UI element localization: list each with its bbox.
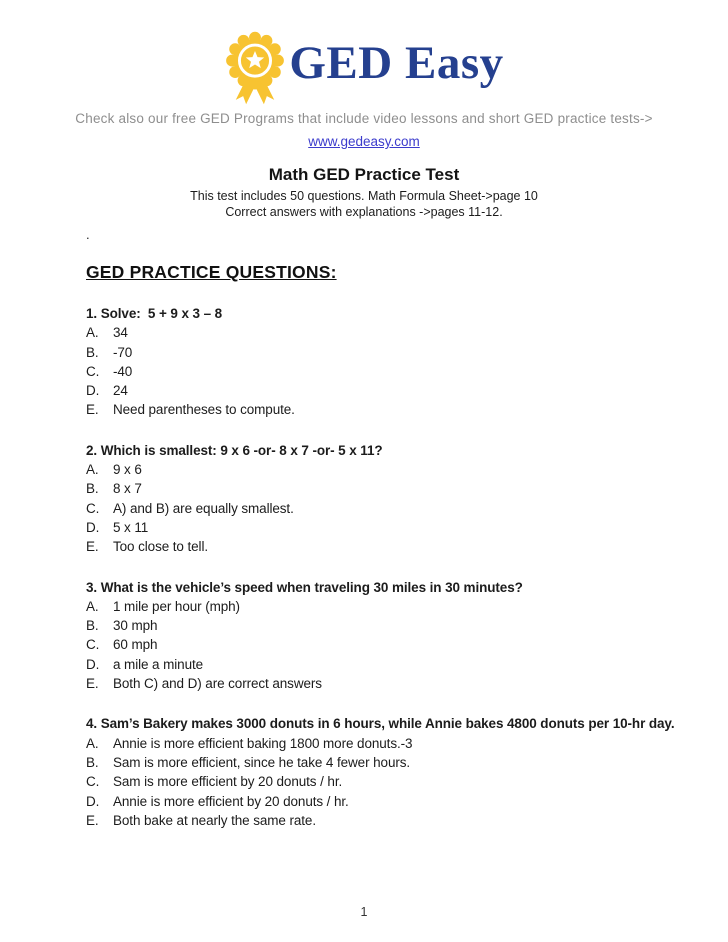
option-text: 30 mph bbox=[113, 618, 158, 634]
option-row bbox=[86, 381, 708, 400]
link-row bbox=[0, 134, 728, 149]
option-letter: D. bbox=[86, 656, 100, 672]
option-letter: A. bbox=[86, 325, 99, 341]
option-text: Both C) and D) are correct answers bbox=[113, 676, 322, 692]
option-letter: E. bbox=[86, 539, 99, 555]
option-text: Need parentheses to compute. bbox=[113, 402, 295, 418]
option-text: 34 bbox=[113, 325, 128, 341]
promo-tagline: Check also our free GED Programs that include video lessons and short GED practice tests-> bbox=[75, 111, 653, 126]
option-row bbox=[86, 655, 708, 674]
option-letter: B. bbox=[86, 754, 99, 770]
option-text: a mile a minute bbox=[113, 656, 204, 672]
option-letter: D. bbox=[86, 793, 100, 809]
option-row bbox=[86, 734, 708, 753]
option-row bbox=[86, 753, 708, 772]
option-letter: A. bbox=[86, 735, 99, 751]
option-text: Both bake at nearly the same rate. bbox=[113, 812, 316, 828]
option-letter: B. bbox=[86, 618, 99, 634]
option-text: -40 bbox=[113, 363, 133, 379]
question-prompt: 4. Sam’s Bakery makes 3000 donuts in 6 hours, while Annie bakes 4800 donuts per 10-hr day. bbox=[86, 716, 675, 732]
option-letter: C. bbox=[86, 637, 100, 653]
option-row bbox=[86, 479, 708, 498]
option-letter: D. bbox=[86, 383, 100, 399]
option-text: 9 x 6 bbox=[113, 462, 142, 478]
option-text: 8 x 7 bbox=[113, 481, 142, 497]
option-letter: B. bbox=[86, 481, 99, 497]
option-letter: E. bbox=[86, 676, 99, 692]
logo bbox=[0, 0, 728, 105]
option-text: Annie is more efficient by 20 donuts / hr. bbox=[113, 793, 349, 809]
option-row bbox=[86, 343, 708, 362]
question-4 bbox=[86, 714, 708, 830]
question-3 bbox=[86, 578, 708, 694]
option-row bbox=[86, 674, 708, 693]
option-letter: E. bbox=[86, 402, 99, 418]
medal-icon bbox=[224, 31, 286, 105]
stray-period: . bbox=[86, 227, 90, 242]
option-letter: A. bbox=[86, 598, 99, 614]
option-letter: D. bbox=[86, 519, 100, 535]
option-text: Too close to tell. bbox=[113, 539, 209, 555]
option-text: A) and B) are equally smallest. bbox=[113, 500, 294, 516]
option-text: -70 bbox=[113, 344, 133, 360]
option-text: 60 mph bbox=[113, 637, 158, 653]
option-row bbox=[86, 323, 708, 342]
document-subtitle-2: Correct answers with explanations ->pages 11-12. bbox=[225, 205, 503, 219]
option-text: Annie is more efficient baking 1800 more donuts.-3 bbox=[113, 735, 413, 751]
option-row bbox=[86, 400, 708, 419]
option-text: Sam is more efficient by 20 donuts / hr. bbox=[113, 774, 343, 790]
option-row bbox=[86, 811, 708, 830]
option-row bbox=[86, 792, 708, 811]
question-2 bbox=[86, 441, 708, 557]
option-row bbox=[86, 772, 708, 791]
page-number: 1 bbox=[360, 905, 368, 919]
option-letter: C. bbox=[86, 500, 100, 516]
question-1 bbox=[86, 304, 708, 420]
website-link[interactable]: www.gedeasy.com bbox=[308, 134, 420, 149]
option-letter: C. bbox=[86, 774, 100, 790]
document-subtitle-1: This test includes 50 questions. Math Formula Sheet->page 10 bbox=[190, 189, 538, 203]
option-letter: E. bbox=[86, 812, 99, 828]
option-row bbox=[86, 460, 708, 479]
option-text: 1 mile per hour (mph) bbox=[113, 598, 240, 614]
option-text: 5 x 11 bbox=[113, 519, 149, 535]
option-row bbox=[86, 597, 708, 616]
option-text: Sam is more efficient, since he take 4 fewer hours. bbox=[113, 754, 411, 770]
option-letter: A. bbox=[86, 462, 99, 478]
option-letter: C. bbox=[86, 363, 100, 379]
option-row bbox=[86, 518, 708, 537]
option-row bbox=[86, 362, 708, 381]
question-prompt: 1. Solve: 5 + 9 x 3 – 8 bbox=[86, 306, 223, 321]
logo-text: GED Easy bbox=[289, 37, 504, 89]
document-title: Math GED Practice Test bbox=[268, 165, 460, 184]
section-heading: GED PRACTICE QUESTIONS: bbox=[86, 262, 337, 282]
option-letter: B. bbox=[86, 344, 99, 360]
question-prompt: 2. Which is smallest: 9 x 6 -or- 8 x 7 -or- 5 x 11? bbox=[86, 442, 383, 458]
option-row bbox=[86, 499, 708, 518]
option-row bbox=[86, 537, 708, 556]
option-row bbox=[86, 616, 708, 635]
option-row bbox=[86, 635, 708, 654]
option-text: 24 bbox=[113, 383, 128, 399]
question-prompt: 3. What is the vehicle’s speed when traveling 30 miles in 30 minutes? bbox=[86, 579, 523, 595]
